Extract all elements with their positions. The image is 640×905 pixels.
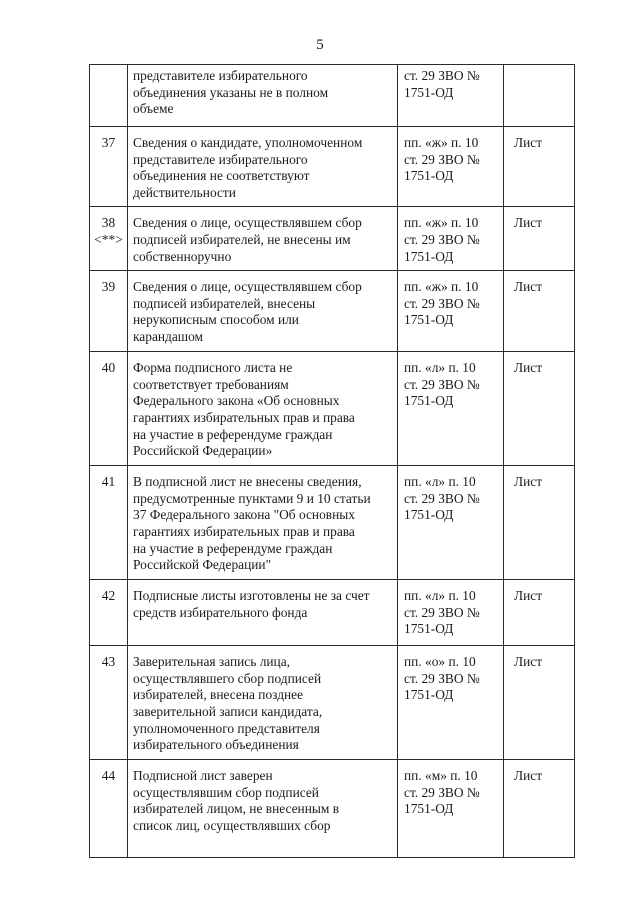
legal-reference-cell — [398, 580, 504, 646]
violation-description-line: объеме — [133, 101, 174, 117]
violation-description-cell — [128, 466, 398, 580]
legal-reference-line: ст. 29 ЗВО № — [404, 295, 480, 311]
legal-reference-line: 1751-ОД — [404, 507, 454, 523]
legal-reference-line: ст. 29 ЗВО № — [404, 604, 480, 620]
legal-reference-line: пп. «м» п. 10 — [404, 768, 478, 784]
document-type: Лист — [514, 768, 543, 784]
legal-reference-cell — [398, 760, 504, 858]
violation-description-line: заверительной записи кандидата, — [133, 703, 323, 719]
legal-reference-line: 1751-ОД — [404, 168, 454, 184]
violation-description-line: средств избирательного фонда — [133, 604, 308, 620]
violation-description-line: Подписные листы изготовлены не за счет — [133, 588, 370, 604]
violation-description-line: Форма подписного листа не — [133, 360, 293, 376]
document-type-cell — [504, 580, 575, 646]
row-number: 37 — [101, 135, 116, 150]
table-row — [90, 271, 575, 352]
row-number: 38 — [101, 215, 116, 231]
violation-description-line: подписей избирателей, не внесены им — [133, 231, 351, 247]
legal-reference-line: 1751-ОД — [404, 801, 454, 817]
violations-table — [89, 64, 575, 858]
table-body — [90, 65, 575, 858]
legal-reference-line: ст. 29 ЗВО № — [404, 376, 480, 392]
violation-description-line: гарантиях избирательных прав и права — [133, 409, 355, 425]
row-number-cell — [90, 352, 128, 466]
document-type-cell — [504, 646, 575, 760]
violation-description-cell — [128, 65, 398, 127]
table-row — [90, 760, 575, 858]
violation-description-line: Федерального закона «Об основных — [133, 393, 340, 409]
table-row — [90, 65, 575, 127]
violation-description-line: гарантиях избирательных прав и права — [133, 523, 355, 539]
row-number-cell — [90, 580, 128, 646]
document-type-cell — [504, 352, 575, 466]
violation-description-line: Сведения о лице, осуществлявшем сбор — [133, 215, 362, 231]
violation-description-line: Сведения о кандидате, уполномоченном — [133, 135, 363, 150]
violation-description-line: объединения не соответствуют — [133, 168, 310, 184]
table-row — [90, 646, 575, 760]
legal-reference-line: 1751-ОД — [404, 312, 454, 328]
document-type: Лист — [514, 279, 543, 295]
row-number: <**> — [94, 231, 123, 247]
legal-reference-cell — [398, 207, 504, 271]
legal-reference-line: пп. «ж» п. 10 — [404, 279, 479, 295]
legal-reference-line: ст. 29 ЗВО № — [404, 231, 480, 247]
violation-description-line: собственноручно — [133, 248, 232, 264]
legal-reference-cell — [398, 271, 504, 352]
row-number: 40 — [101, 360, 116, 376]
row-number-cell — [90, 65, 128, 127]
violation-description-line: осуществлявшим сбор подписей — [133, 784, 319, 800]
row-number: 44 — [101, 768, 116, 784]
row-number-cell — [90, 466, 128, 580]
document-type: Лист — [514, 215, 543, 231]
document-type: Лист — [514, 654, 543, 670]
row-number-cell — [90, 760, 128, 858]
legal-reference-cell — [398, 352, 504, 466]
page-number: 5 — [316, 37, 324, 53]
legal-reference-cell — [398, 466, 504, 580]
violation-description-line: на участие в референдуме граждан — [133, 426, 333, 442]
violation-description-cell — [128, 760, 398, 858]
violation-description-line: избирательного объединения — [133, 737, 299, 753]
violation-description-line: Сведения о лице, осуществлявшем сбор — [133, 279, 362, 295]
violation-description-line: подписей избирателей, внесены — [133, 295, 316, 311]
legal-reference-cell — [398, 65, 504, 127]
table-row — [90, 207, 575, 271]
violation-description-line: представителе избирательного — [133, 68, 308, 83]
violation-description-cell — [128, 127, 398, 207]
legal-reference-line: ст. 29 ЗВО № — [404, 68, 480, 83]
document-type: Лист — [514, 474, 543, 490]
violation-description-line: Российской Федерации» — [133, 443, 273, 459]
legal-reference-cell — [398, 127, 504, 207]
violation-description-cell — [128, 352, 398, 466]
violation-description-line: представителе избирательного — [133, 151, 308, 167]
legal-reference-line: 1751-ОД — [404, 621, 454, 637]
row-number-cell — [90, 207, 128, 271]
violation-description-line: список лиц, осуществлявших сбор — [133, 817, 331, 833]
document-type: Лист — [514, 135, 543, 150]
document-type: Лист — [514, 360, 543, 376]
row-number-cell — [90, 127, 128, 207]
table-row — [90, 466, 575, 580]
violation-description-line: на участие в референдуме граждан — [133, 540, 333, 556]
violation-description-line: 37 Федерального закона "Об основных — [133, 507, 355, 523]
legal-reference-line: ст. 29 ЗВО № — [404, 670, 480, 686]
table-row — [90, 580, 575, 646]
legal-reference-line: пп. «л» п. 10 — [404, 474, 476, 490]
violation-description-line: соответствует требованиям — [133, 376, 289, 392]
table-row — [90, 127, 575, 207]
row-number-cell — [90, 646, 128, 760]
row-number: 42 — [101, 588, 116, 604]
violation-description-line: Российской Федерации" — [133, 557, 272, 573]
legal-reference-line: пп. «ж» п. 10 — [404, 215, 479, 231]
violation-description-cell — [128, 271, 398, 352]
violation-description-line: избирателей, внесена позднее — [133, 687, 304, 703]
violation-description-cell — [128, 580, 398, 646]
legal-reference-line: ст. 29 ЗВО № — [404, 151, 480, 167]
violation-description-line: Подписной лист заверен — [133, 768, 273, 784]
table-row — [90, 352, 575, 466]
row-number: 39 — [101, 279, 116, 295]
legal-reference-cell — [398, 646, 504, 760]
document-type-cell — [504, 127, 575, 207]
document-type: Лист — [514, 588, 543, 604]
violation-description-line: В подписной лист не внесены сведения, — [133, 474, 362, 490]
violation-description-line: предусмотренные пунктами 9 и 10 статьи — [133, 490, 371, 506]
violation-description-line: нерукописным способом или — [133, 312, 299, 328]
row-number: 41 — [101, 474, 116, 490]
violation-description-line: объединения указаны не в полном — [133, 84, 329, 100]
document-type-cell — [504, 466, 575, 580]
document-type-cell — [504, 271, 575, 352]
legal-reference-line: пп. «о» п. 10 — [404, 654, 476, 670]
legal-reference-line: ст. 29 ЗВО № — [404, 784, 480, 800]
row-number: 43 — [101, 654, 116, 670]
violation-description-line: уполномоченного представителя — [133, 720, 320, 736]
legal-reference-line: ст. 29 ЗВО № — [404, 490, 480, 506]
legal-reference-line: пп. «л» п. 10 — [404, 360, 476, 376]
violation-description-line: осуществлявшего сбор подписей — [133, 670, 322, 686]
violation-description-line: действительности — [133, 184, 236, 200]
legal-reference-line: 1751-ОД — [404, 393, 454, 409]
violation-description-line: карандашом — [133, 328, 204, 344]
violation-description-line: избирателей лицом, не внесенным в — [133, 801, 340, 817]
violation-description-line: Заверительная запись лица, — [133, 654, 290, 670]
legal-reference-line: 1751-ОД — [404, 687, 454, 703]
violation-description-cell — [128, 207, 398, 271]
legal-reference-line: пп. «л» п. 10 — [404, 588, 476, 604]
document-type-cell — [504, 65, 575, 127]
legal-reference-line: 1751-ОД — [404, 84, 454, 100]
legal-reference-line: 1751-ОД — [404, 248, 454, 264]
row-number-cell — [90, 271, 128, 352]
document-type-cell — [504, 207, 575, 271]
legal-reference-line: пп. «ж» п. 10 — [404, 135, 479, 150]
document-type-cell — [504, 760, 575, 858]
violation-description-cell — [128, 646, 398, 760]
